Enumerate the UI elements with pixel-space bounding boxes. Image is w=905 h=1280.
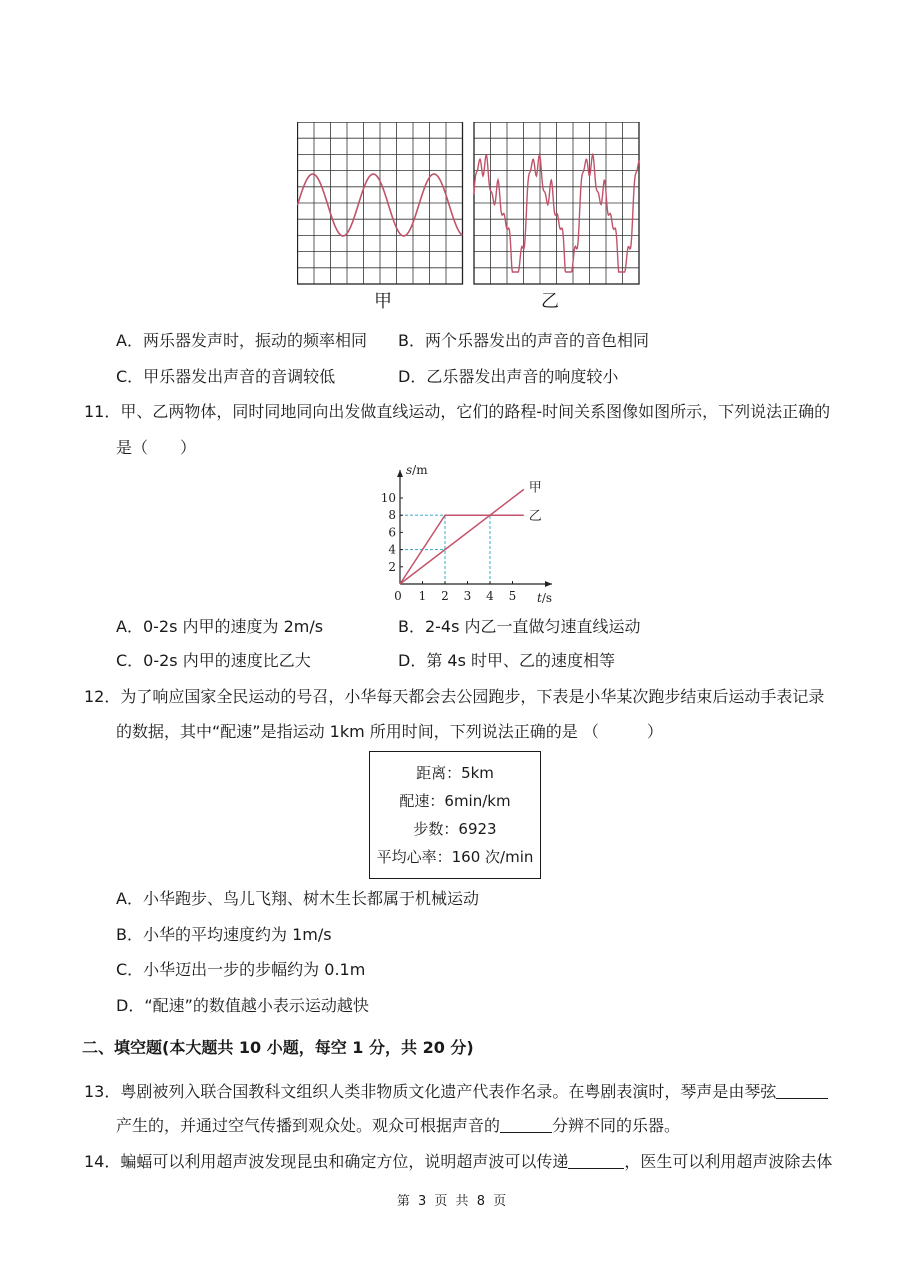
- page-footer: 第 3 页 共 8 页: [396, 1194, 509, 1209]
- q14-blank-1[interactable]: [568, 1152, 624, 1169]
- watch-data-table: [369, 751, 541, 879]
- series-label-yi: 乙: [528, 509, 542, 525]
- q14-line1-text-a: 14．蝙蝠可以利用超声波发现昆虫和确定方位，说明超声波可以传递: [84, 1152, 569, 1171]
- q13-line2: [116, 1116, 680, 1136]
- table-row-distance: 距离：5km: [416, 764, 494, 782]
- x-tick-label: 4: [486, 589, 494, 603]
- y-axis-arrow: [397, 470, 403, 477]
- q13-line1-text: 13．粤剧被列入联合国教科文组织人类非物质文化遗产代表作名录。在粤剧表演时，琴声是由琴弦: [84, 1082, 777, 1101]
- q13-blank-2[interactable]: [500, 1116, 552, 1133]
- y-axis-label: s/m: [406, 463, 428, 477]
- q13-line2-text-b: 分辨不同的乐器。: [552, 1116, 681, 1135]
- distance-time-chart: [370, 460, 570, 610]
- q11-option-d[interactable]: D．第 4s 时甲、乙的速度相等: [398, 651, 616, 670]
- figure-label-jia: 甲: [374, 291, 392, 312]
- q11-option-a[interactable]: A．0-2s 内甲的速度为 2m/s: [116, 617, 324, 636]
- q11-stem-line2: 是（ ）: [116, 438, 197, 457]
- q12-option-b[interactable]: B．小华的平均速度约为 1m/s: [116, 925, 332, 944]
- series-line-yi: [400, 515, 524, 584]
- q14-line1: [84, 1152, 832, 1172]
- q10-option-b[interactable]: B．两个乐器发出的声音的音色相同: [398, 331, 649, 350]
- q13-line2-text-a: 产生的，并通过空气传播到观众处。观众可根据声音的: [116, 1116, 501, 1135]
- y-tick-label: 6: [388, 525, 396, 540]
- waveform-figure: [297, 122, 642, 287]
- x-tick-label: 0: [394, 589, 402, 603]
- q12-option-a[interactable]: A．小华跑步、鸟儿飞翔、树木生长都属于机械运动: [116, 889, 479, 908]
- q12-option-c[interactable]: C．小华迈出一步的步幅约为 0.1m: [116, 960, 366, 979]
- y-tick-label: 10: [380, 491, 396, 505]
- section-heading: 二、填空题(本大题共 10 小题，每空 1 分，共 20 分): [82, 1038, 474, 1057]
- q10-option-a[interactable]: A．两乐器发声时，振动的频率相同: [116, 331, 367, 350]
- q10-option-c[interactable]: C．甲乐器发出声音的音调较低: [116, 367, 336, 386]
- table-row-pace: 配速：6min/km: [399, 792, 511, 810]
- table-row-heart-rate: 平均心率：160 次/min: [376, 848, 534, 866]
- series-line-jia: [400, 489, 524, 584]
- x-axis-arrow: [545, 581, 552, 587]
- q13-line1: [84, 1082, 828, 1102]
- q11-option-c[interactable]: C．0-2s 内甲的速度比乙大: [116, 651, 311, 670]
- x-tick-label: 3: [463, 589, 472, 603]
- y-tick-label: 8: [388, 508, 396, 523]
- x-tick-label: 5: [508, 589, 517, 603]
- x-tick-label: 2: [441, 589, 449, 603]
- series-label-jia: 甲: [528, 480, 542, 496]
- x-tick-label: 1: [418, 589, 427, 603]
- table-row-steps: 步数：6923: [413, 820, 497, 838]
- q11-option-b[interactable]: B．2-4s 内乙一直做匀速直线运动: [398, 617, 641, 636]
- q13-blank-1[interactable]: [776, 1082, 828, 1099]
- y-tick-label: 2: [388, 559, 396, 574]
- oscilloscope-grid-yi: [474, 122, 639, 284]
- q11-stem-line1: 11．甲、乙两物体，同时同地同向出发做直线运动，它们的路程-时间关系图像如图所示，下列说法正确的: [84, 402, 831, 421]
- q12-stem-line1: 12．为了响应国家全民运动的号召，小华每天都会去公园跑步，下表是小华某次跑步结束后运动手表记录: [84, 687, 825, 706]
- q14-line1-text-b: ，医生可以利用超声波除去体: [624, 1152, 833, 1171]
- q10-option-d[interactable]: D．乙乐器发出声音的响度较小: [398, 367, 619, 386]
- y-tick-label: 4: [388, 542, 396, 557]
- q12-stem-line2: 的数据，其中“配速”是指运动 1km 所用时间，下列说法正确的是 （ ）: [116, 722, 663, 741]
- oscilloscope-grid-jia: [298, 122, 463, 284]
- figure-label-yi: 乙: [541, 291, 559, 312]
- x-axis-label: t/s: [537, 591, 553, 605]
- q12-option-d[interactable]: D．“配速”的数值越小表示运动越快: [116, 996, 369, 1015]
